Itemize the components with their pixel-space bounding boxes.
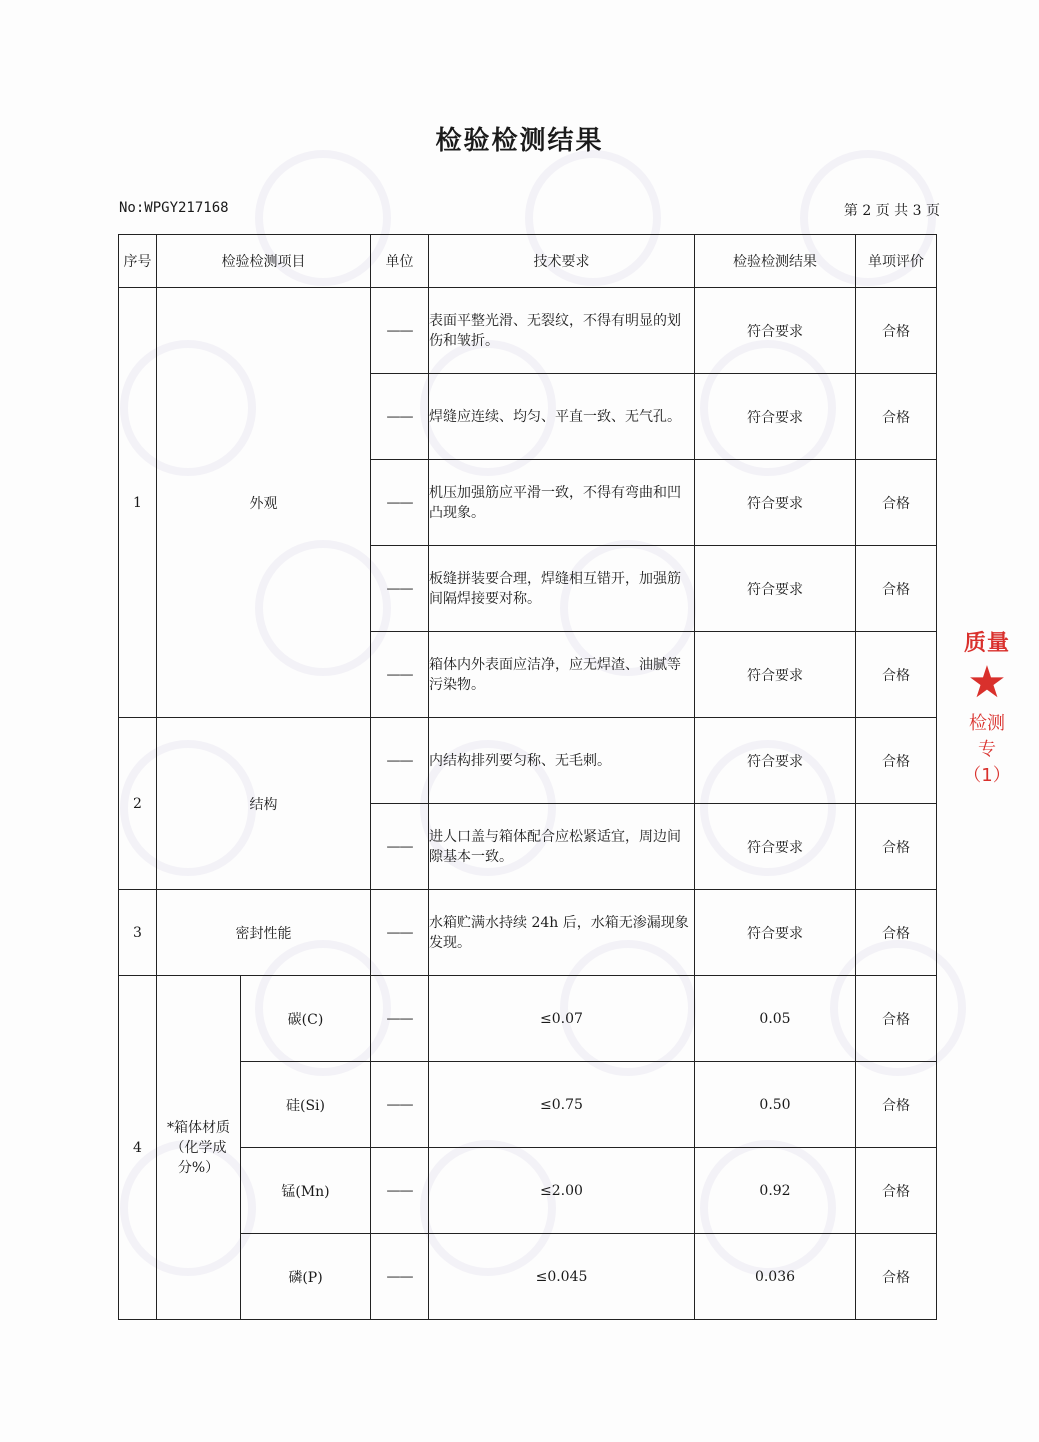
evaluation-cell: 合格 (856, 976, 937, 1062)
results-table (118, 234, 937, 1320)
page-title: 检验检测结果 (435, 126, 604, 156)
table-row (119, 890, 937, 976)
evaluation-cell: 合格 (856, 632, 937, 718)
header-requirement: 技术要求 (429, 235, 695, 288)
evaluation-cell: 合格 (856, 1062, 937, 1148)
unit-cell: —— (371, 460, 429, 546)
requirement-cell: 箱体内外表面应洁净，应无焊渣、油腻等污染物。 (429, 632, 695, 718)
red-seal (962, 626, 1012, 806)
unit-cell: —— (371, 632, 429, 718)
evaluation-cell: 合格 (856, 460, 937, 546)
unit-cell: —— (371, 1148, 429, 1234)
evaluation-cell: 合格 (856, 1148, 937, 1234)
result-cell: 0.036 (695, 1234, 856, 1320)
requirement-cell: 水箱贮满水持续 24h 后，水箱无渗漏现象发现。 (429, 890, 695, 976)
sub-item-cell: 碳(C) (241, 976, 371, 1062)
unit-cell: —— (371, 804, 429, 890)
evaluation-cell: 合格 (856, 890, 937, 976)
seq-cell: 4 (119, 976, 157, 1320)
seal-text-top: 质量 (963, 631, 1010, 656)
header-evaluation: 单项评价 (856, 235, 937, 288)
table-row (119, 718, 937, 804)
unit-cell: —— (371, 374, 429, 460)
unit-cell: —— (371, 546, 429, 632)
sub-item-cell: 锰(Mn) (241, 1148, 371, 1234)
requirement-cell: ≤0.045 (429, 1234, 695, 1320)
evaluation-cell: 合格 (856, 1234, 937, 1320)
result-cell: 符合要求 (695, 546, 856, 632)
table-row (119, 1234, 937, 1320)
evaluation-cell: 合格 (856, 718, 937, 804)
unit-cell: —— (371, 1062, 429, 1148)
table-row (119, 288, 937, 374)
evaluation-cell: 合格 (856, 374, 937, 460)
star-icon: ★ (967, 657, 1007, 708)
seq-cell: 1 (119, 288, 157, 718)
seal-text-middle: 检测专 (969, 713, 1005, 760)
seq-cell: 3 (119, 890, 157, 976)
table-row (119, 976, 937, 1062)
requirement-cell: 进人口盖与箱体配合应松紧适宜，周边间隙基本一致。 (429, 804, 695, 890)
item-cell: *箱体材质（化学成分%） (157, 976, 241, 1320)
evaluation-cell: 合格 (856, 288, 937, 374)
unit-cell: —— (371, 1234, 429, 1320)
evaluation-cell: 合格 (856, 546, 937, 632)
sub-item-cell: 硅(Si) (241, 1062, 371, 1148)
report-number: No:WPGY217168 (119, 200, 229, 216)
header-unit: 单位 (371, 235, 429, 288)
result-cell: 符合要求 (695, 374, 856, 460)
requirement-cell: 表面平整光滑、无裂纹，不得有明显的划伤和皱折。 (429, 288, 695, 374)
requirement-cell: 板缝拼装要合理，焊缝相互错开，加强筋间隔焊接要对称。 (429, 546, 695, 632)
page-indicator: 第 2 页 共 3 页 (843, 203, 940, 219)
item-cell: 外观 (157, 288, 371, 718)
result-cell: 0.92 (695, 1148, 856, 1234)
result-cell: 0.05 (695, 976, 856, 1062)
unit-cell: —— (371, 976, 429, 1062)
result-cell: 符合要求 (695, 718, 856, 804)
result-cell: 符合要求 (695, 632, 856, 718)
requirement-cell: 焊缝应连续、均匀、平直一致、无气孔。 (429, 374, 695, 460)
evaluation-cell: 合格 (856, 804, 937, 890)
item-cell: 结构 (157, 718, 371, 890)
requirement-cell: 内结构排列要匀称、无毛刺。 (429, 718, 695, 804)
table-row (119, 1062, 937, 1148)
result-cell: 符合要求 (695, 804, 856, 890)
requirement-cell: 机压加强筋应平滑一致，不得有弯曲和凹凸现象。 (429, 460, 695, 546)
result-cell: 0.50 (695, 1062, 856, 1148)
item-cell: 密封性能 (157, 890, 371, 976)
header-item: 检验检测项目 (157, 235, 371, 288)
header-seq: 序号 (119, 235, 157, 288)
requirement-cell: ≤0.75 (429, 1062, 695, 1148)
requirement-cell: ≤2.00 (429, 1148, 695, 1234)
header-result: 检验检测结果 (695, 235, 856, 288)
result-cell: 符合要求 (695, 890, 856, 976)
sub-item-cell: 磷(P) (241, 1234, 371, 1320)
result-cell: 符合要求 (695, 460, 856, 546)
result-cell: 符合要求 (695, 288, 856, 374)
requirement-cell: ≤0.07 (429, 976, 695, 1062)
seq-cell: 2 (119, 718, 157, 890)
unit-cell: —— (371, 288, 429, 374)
table-row (119, 1148, 937, 1234)
table-header-row (119, 235, 937, 288)
unit-cell: —— (371, 718, 429, 804)
unit-cell: —— (371, 890, 429, 976)
seal-text-bottom: （1） (963, 765, 1011, 786)
